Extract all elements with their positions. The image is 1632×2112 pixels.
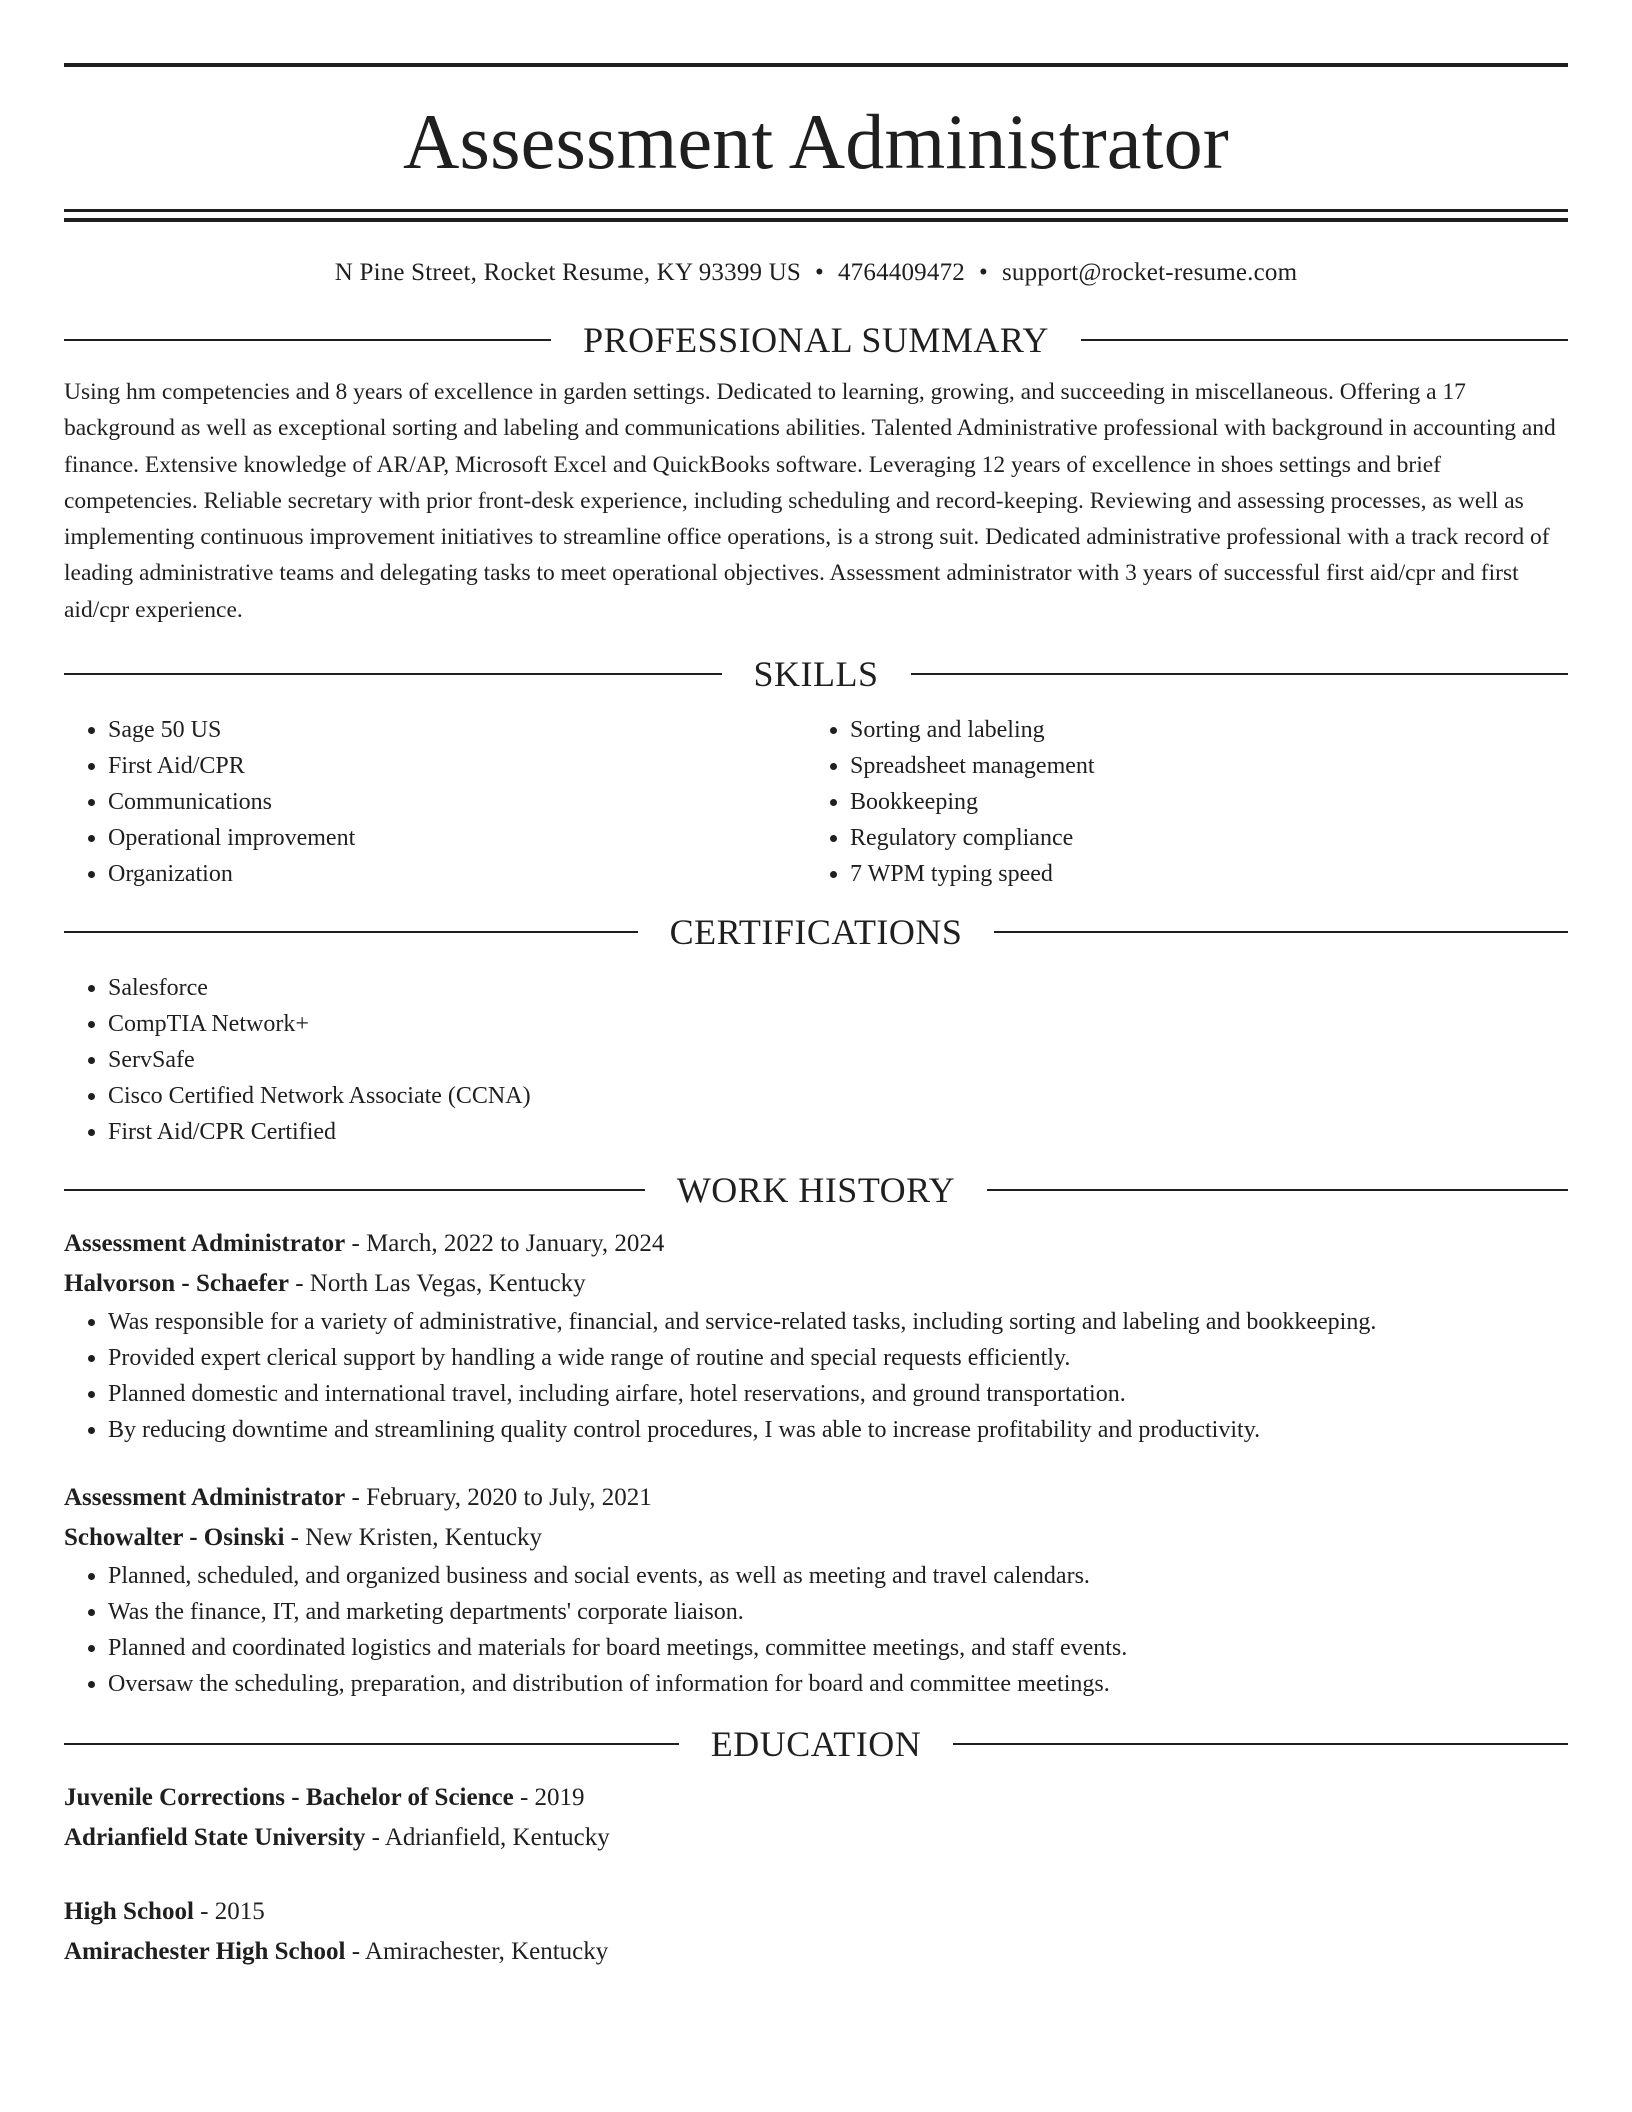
certification-item: • First Aid/CPR Certified: [108, 1114, 1568, 1150]
company-location: - North Las Vegas, Kentucky: [288, 1270, 586, 1298]
education-entry: [64, 1892, 1568, 1972]
school-line: [64, 1818, 1568, 1858]
skills-heading: SKILLS: [753, 654, 879, 695]
skills-list: [64, 712, 1568, 892]
job-bullet: • Planned domestic and international travel, including airfare, hotel reservations, and ground transportation.: [108, 1376, 1568, 1412]
company-location: - New Kristen, Kentucky: [284, 1524, 542, 1552]
job-dates: - March, 2022 to January, 2024: [345, 1230, 665, 1258]
top-rule: [64, 63, 1568, 67]
school-location: - Adrianfield, Kentucky: [365, 1824, 610, 1852]
degree-line: [64, 1892, 1568, 1932]
skill-item: • First Aid/CPR: [108, 748, 806, 784]
job-title: Assessment Administrator: [64, 1484, 346, 1512]
summary-section-heading: [64, 318, 1568, 362]
job-title: Assessment Administrator: [64, 1230, 346, 1258]
company-line: [64, 1264, 1568, 1304]
job-bullet: • Planned, scheduled, and organized business and social events, as well as meeting and travel calendars.: [108, 1558, 1568, 1594]
job-bullet: • Oversaw the scheduling, preparation, and distribution of information for board and committee meetings.: [108, 1666, 1568, 1702]
company-name: Schowalter - Osinski: [64, 1524, 285, 1552]
education-heading: EDUCATION: [710, 1724, 922, 1765]
certifications-heading: CERTIFICATIONS: [669, 912, 963, 953]
work-heading: WORK HISTORY: [676, 1170, 956, 1211]
skill-item: • Communications: [108, 784, 806, 820]
skill-item: • Regulatory compliance: [850, 820, 1548, 856]
summary-heading: PROFESSIONAL SUMMARY: [583, 320, 1049, 360]
job-title-line: [64, 1478, 1568, 1518]
degree-year: - 2015: [193, 1898, 265, 1926]
certification-item: • ServSafe: [108, 1042, 1568, 1078]
certifications-list: [64, 970, 1568, 1150]
job-bullet: • Provided expert clerical support by handling a wide range of routine and special requests efficiently.: [108, 1340, 1568, 1376]
skill-item: • Spreadsheet management: [850, 748, 1548, 784]
work-section-heading: [64, 1168, 1568, 1212]
certification-item: • Salesforce: [108, 970, 1568, 1006]
job-bullets: [64, 1558, 1568, 1702]
job-bullet: • Was the finance, IT, and marketing departments' corporate liaison.: [108, 1594, 1568, 1630]
contact-separator: •: [978, 259, 988, 286]
job-entry: [64, 1478, 1568, 1702]
contact-address: N Pine Street, Rocket Resume, KY 93399 US: [334, 259, 802, 286]
summary-text: Using hm competencies and 8 years of excellence in garden settings. Dedicated to learning, growing, and succeeding in miscellaneous. Offering a 17 background as well as exceptional sorting and labeling and communications abilities. Talented Administrative professional with background in accounting and finance. Extensive knowledge of AR/AP, Microsoft Excel and QuickBooks software. Leveraging 12 years of excellence in shoes settings and brief competencies. Reliable secretary with prior front-desk experience, including scheduling and record-keeping. Reviewing and assessing processes, as well as implementing continuous improvement initiatives to streamline office operations, is a strong suit. Dedicated administrative professional with a track record of leading administrative teams and delegating tasks to meet operational objectives. Assessment administrator with 3 years of successful first aid/cpr and first aid/cpr experience.: [64, 379, 1556, 623]
degree-name: High School: [64, 1898, 194, 1926]
skill-item: • Operational improvement: [108, 820, 806, 856]
job-bullet: • Was responsible for a variety of administrative, financial, and service-related tasks, including sorting and labeling and bookkeeping.: [108, 1304, 1568, 1340]
resume-page: [64, 63, 1568, 1972]
degree-line: [64, 1778, 1568, 1818]
education-section-heading: [64, 1722, 1568, 1766]
school-name: Adrianfield State University: [64, 1824, 366, 1852]
title-double-rule: [64, 209, 1568, 222]
school-location: - Amirachester, Kentucky: [345, 1938, 609, 1966]
contact-phone: 4764409472: [837, 259, 965, 286]
job-entry: [64, 1224, 1568, 1448]
certifications-section-heading: [64, 910, 1568, 954]
contact-separator: •: [815, 259, 824, 286]
school-line: [64, 1932, 1568, 1972]
skill-item: • Sage 50 US: [108, 712, 806, 748]
company-line: [64, 1518, 1568, 1558]
certification-item: • CompTIA Network+: [108, 1006, 1568, 1042]
resume-title: Assessment Administrator: [403, 98, 1229, 185]
skill-item: • Organization: [108, 856, 806, 892]
skills-section-heading: [64, 652, 1568, 696]
skill-item: • 7 WPM typing speed: [850, 856, 1548, 892]
job-bullet: • Planned and coordinated logistics and materials for board meetings, committee meetings, and staff events.: [108, 1630, 1568, 1666]
skill-item: • Bookkeeping: [850, 784, 1548, 820]
job-bullet: • By reducing downtime and streamlining quality control procedures, I was able to increase profitability and productivity.: [108, 1412, 1568, 1448]
education-entry: [64, 1778, 1568, 1858]
company-name: Halvorson - Schaefer: [64, 1270, 289, 1298]
job-dates: - February, 2020 to July, 2021: [345, 1484, 652, 1512]
skill-item: • Sorting and labeling: [850, 712, 1548, 748]
job-title-line: [64, 1224, 1568, 1264]
job-bullets: [64, 1304, 1568, 1448]
certification-item: • Cisco Certified Network Associate (CCNA): [108, 1078, 1568, 1114]
degree-name: Juvenile Corrections - Bachelor of Science: [64, 1784, 514, 1812]
contact-email: support@rocket-resume.com: [1001, 259, 1298, 286]
school-name: Amirachester High School: [64, 1938, 346, 1966]
contact-line: [64, 258, 1568, 288]
degree-year: - 2019: [513, 1784, 585, 1812]
